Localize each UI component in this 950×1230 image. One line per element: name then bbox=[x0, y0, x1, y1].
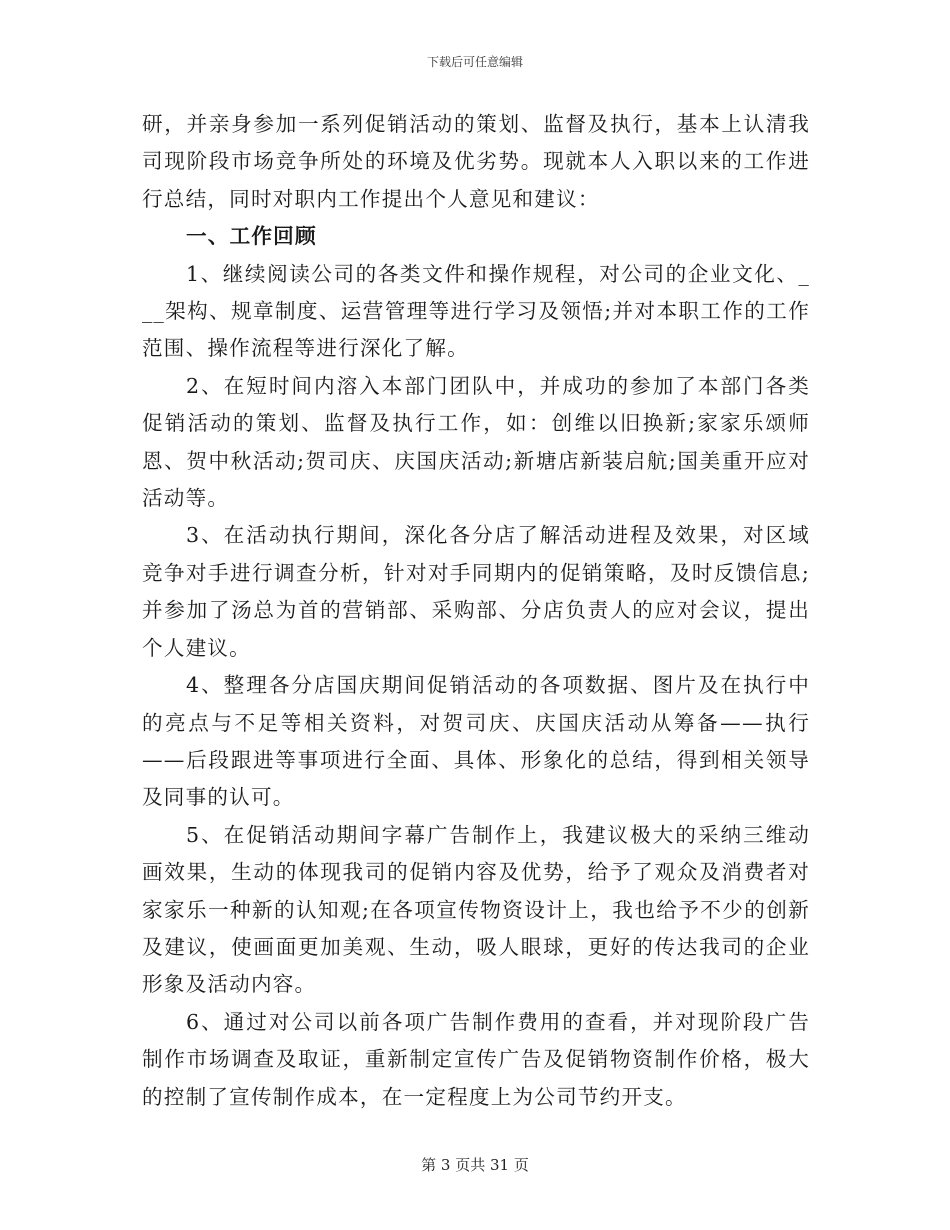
intro-paragraph: 研，并亲身参加一系列促销活动的策划、监督及执行，基本上认清我司现阶段市场竞争所处的环境及优劣势。现就本人入职以来的工作进行总结，同时对职内工作提出个人意见和建议： bbox=[142, 112, 810, 211]
list-item: 2、在短时间内溶入本部门团队中，并成功的参加了本部门各类促销活动的策划、监督及执行工作，如：创维以旧换新;家家乐颂师恩、贺中秋活动;贺司庆、庆国庆活动;新塘店新装启航;国美重开应对活动等。 bbox=[142, 373, 810, 511]
list-item: 5、在促销活动期间字幕广告制作上，我建议极大的采纳三维动画效果，生动的体现我司的促销内容及优势，给予了观众及消费者对家家乐一种新的认知观;在各项宣传物资设计上，我也给予不少的创新及建议，使画面更加美观、生动，吸人眼球，更好的传达我司的企业形象及活动内容。 bbox=[142, 822, 810, 997]
list-item: 1、继续阅读公司的各类文件和操作规程，对公司的企业文化、___架构、规章制度、运营管理等进行学习及领悟;并对本职工作的工作范围、操作流程等进行深化了解。 bbox=[142, 261, 810, 361]
page-footer: 第 3 页共 31 页 bbox=[421, 1156, 529, 1174]
list-item: 6、通过对公司以前各项广告制作费用的查看，并对现阶段广告制作市场调查及取证，重新制定宣传广告及促销物资制作价格，极大的控制了宣传制作成本，在一定程度上为公司节约开支。 bbox=[142, 1009, 810, 1109]
page-header: 下载后可任意编辑 bbox=[426, 55, 523, 69]
list-item: 3、在活动执行期间，深化各分店了解活动进程及效果，对区域竞争对手进行调查分析，针对对手同期内的促销策略，及时反馈信息;并参加了汤总为首的营销部、采购部、分店负责人的应对会议，提出个人建议。 bbox=[142, 523, 810, 660]
document-body bbox=[142, 106, 810, 1116]
list-item: 4、整理各分店国庆期间促销活动的各项数据、图片及在执行中的亮点与不足等相关资料，对贺司庆、庆国庆活动从筹备——执行——后段跟进等事项进行全面、具体、形象化的总结，得到相关领导及同事的认可。 bbox=[142, 673, 810, 810]
section-heading: 一、工作回顾 bbox=[186, 224, 317, 249]
